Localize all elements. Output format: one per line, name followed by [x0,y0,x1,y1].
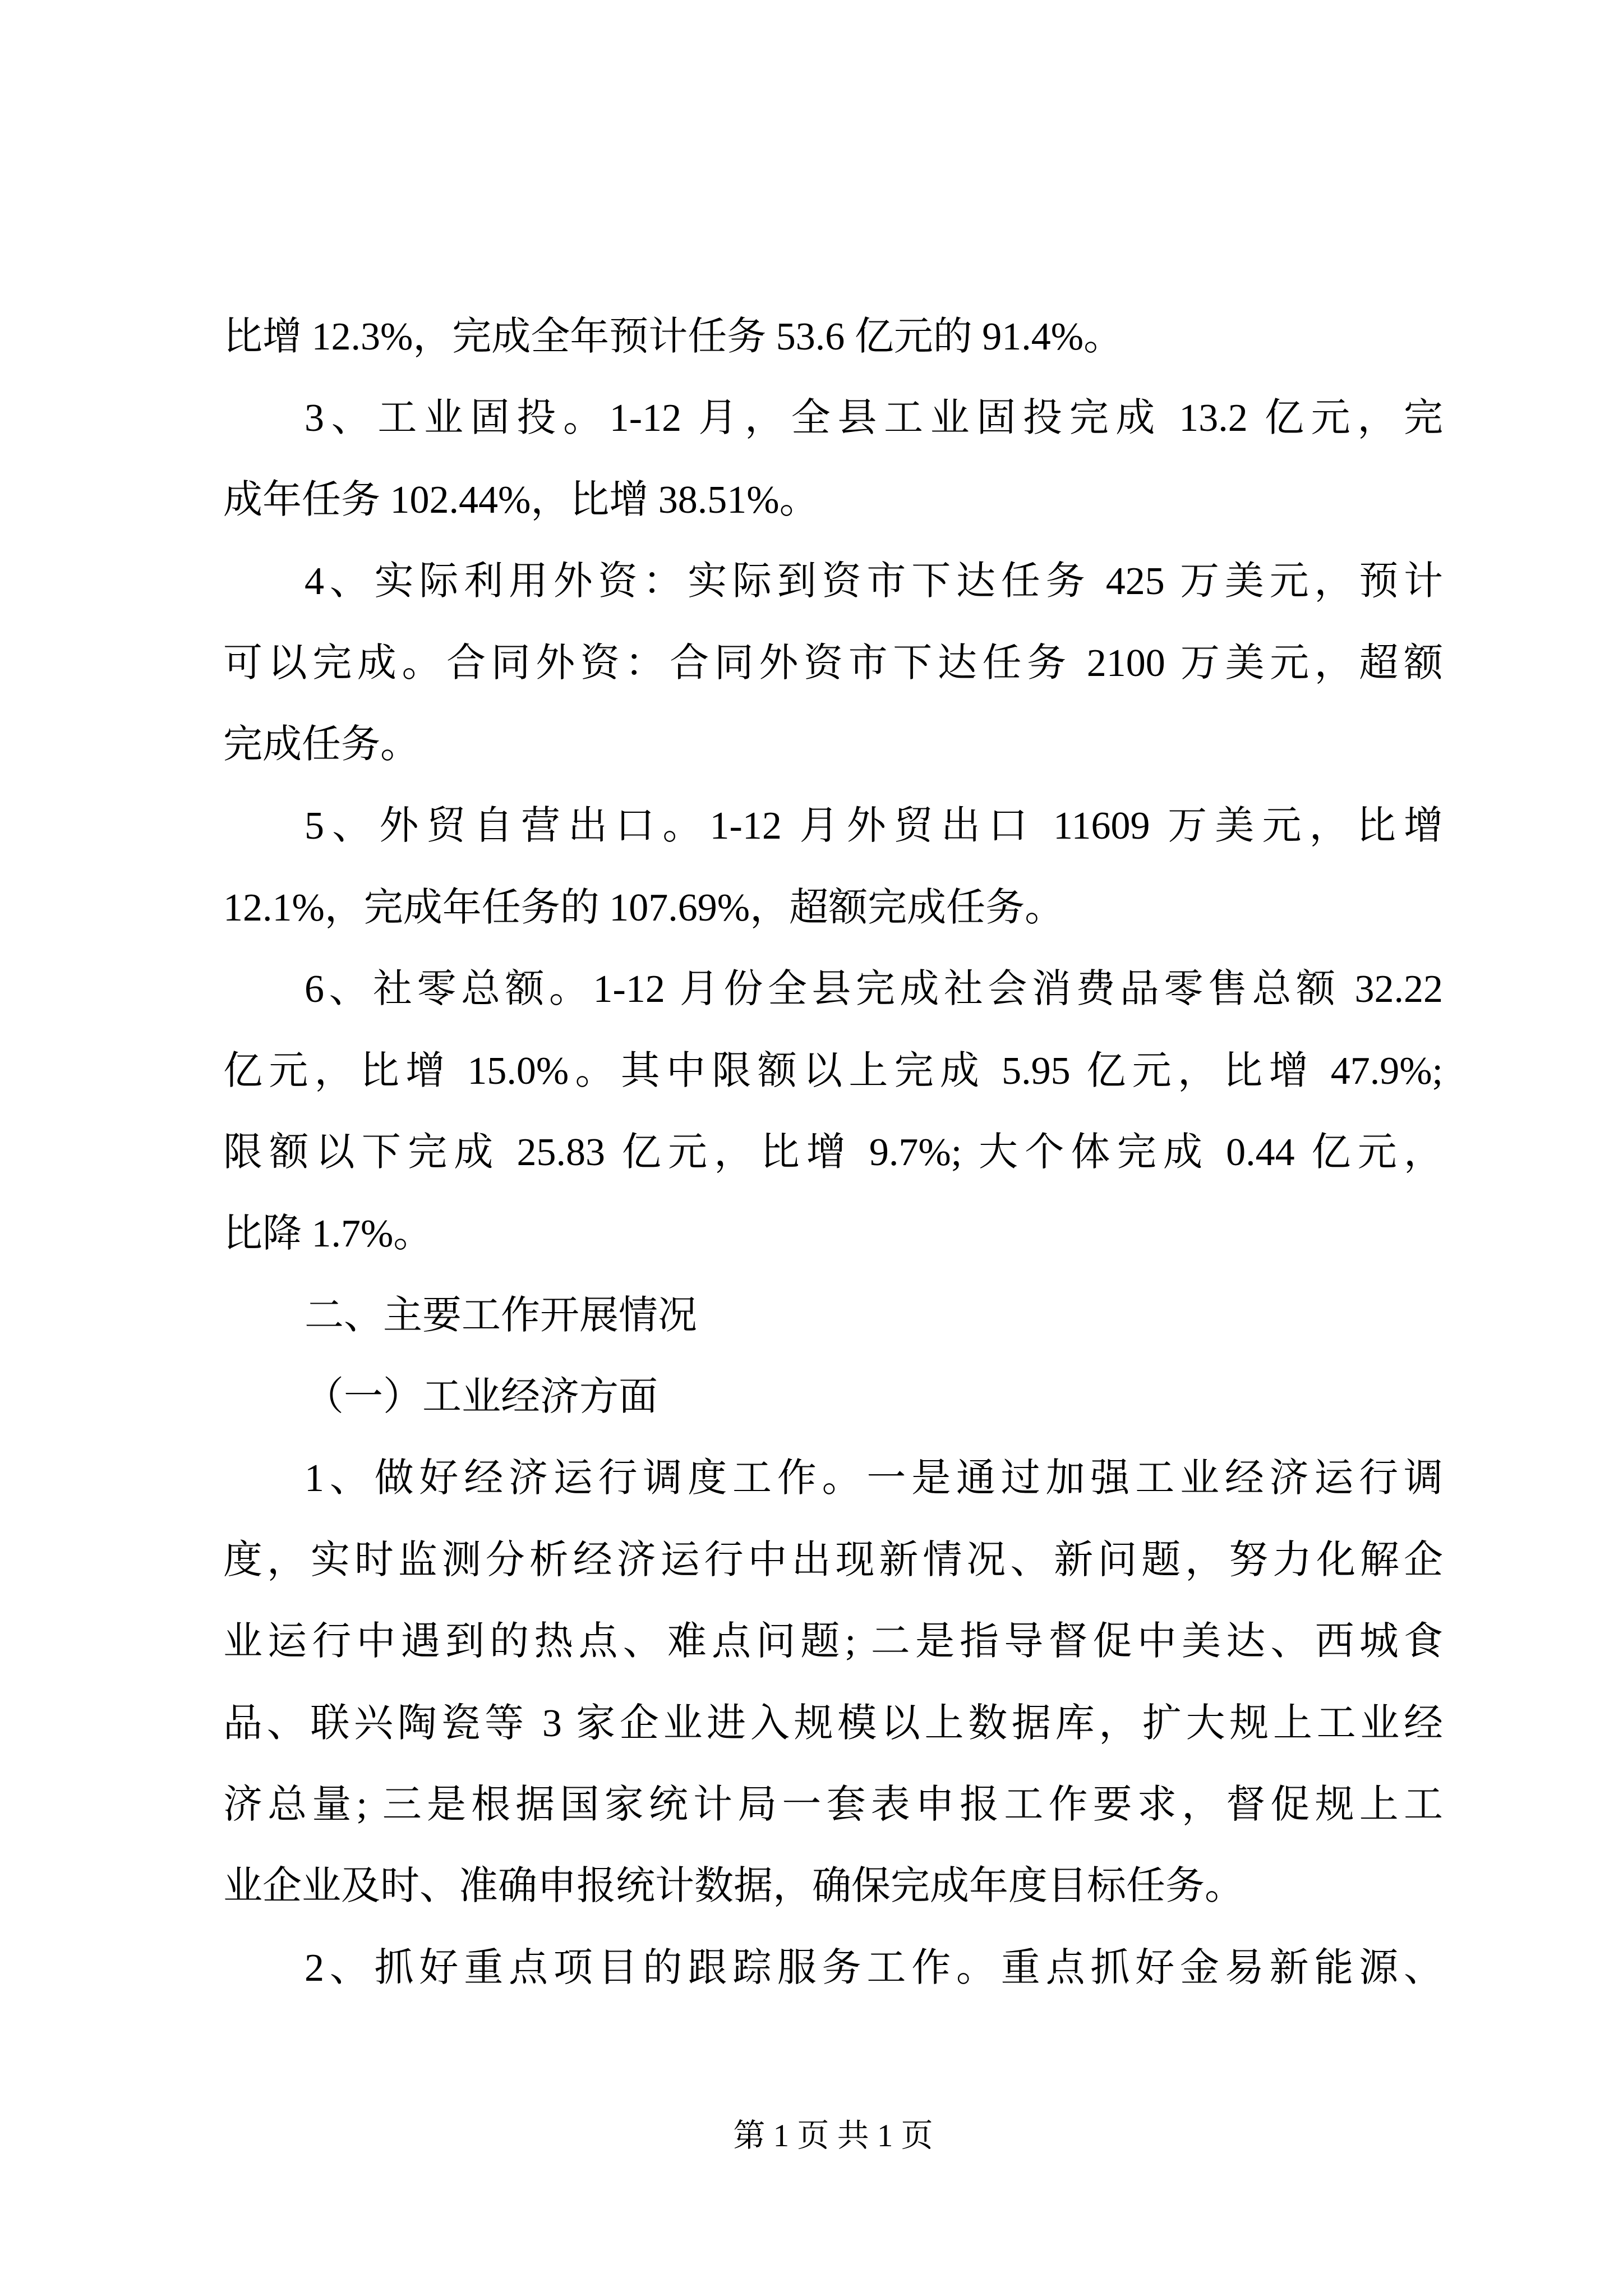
text-line: 度，实时监测分析经济运行中出现新情况、新问题，努力化解企 [223,1538,1443,1582]
section-heading-line: 二、主要工作开展情况 [305,1294,697,1337]
page-number-footer: 第 1 页 共 1 页 [733,2118,933,2154]
text-line: 2、抓好重点项目的跟踪服务工作。重点抓好金易新能源、 [305,1946,1443,1990]
text-line: 业运行中遇到的热点、难点问题; 二是指导督促中美达、西城食 [223,1620,1443,1664]
text-line: 比增 12.3%，完成全年预计任务 53.6 亿元的 91.4%。 [223,315,1123,358]
document-body [223,296,1443,2009]
text-line: 品、联兴陶瓷等 3 家企业进入规模以上数据库，扩大规上工业经 [223,1701,1443,1745]
text-line: 5、外贸自营出口。1-12 月外贸出口 11609 万美元，比增 [305,804,1443,848]
text-line: 可以完成。合同外资：合同外资市下达任务 2100 万美元，超额 [223,641,1443,685]
text-line: 12.1%，完成年任务的 107.69%，超额完成任务。 [223,886,1064,930]
text-line: 完成任务。 [223,723,419,766]
text-line: 1、做好经济运行调度工作。一是通过加强工业经济运行调 [305,1457,1443,1501]
text-line: 限额以下完成 25.83 亿元，比增 9.7%; 大个体完成 0.44 亿元， [223,1130,1443,1174]
text-line: 亿元，比增 15.0%。其中限额以上完成 5.95 亿元，比增 47.9%; [223,1049,1443,1093]
text-line: 业企业及时、准确申报统计数据，确保完成年度目标任务。 [223,1865,1244,1908]
text-line: 济总量; 三是根据国家统计局一套表申报工作要求，督促规上工 [223,1783,1443,1827]
section-heading-line: （一）工业经济方面 [305,1375,658,1419]
text-line: 3、工业固投。1-12 月，全县工业固投完成 13.2 亿元，完 [305,397,1443,440]
text-line: 成年任务 102.44%，比增 38.51%。 [223,478,819,522]
text-line: 4、实际利用外资：实际到资市下达任务 425 万美元，预计 [305,560,1443,604]
text-line: 比降 1.7%。 [223,1212,433,1256]
text-line: 6、社零总额。1-12 月份全县完成社会消费品零售总额 32.22 [305,968,1443,1011]
